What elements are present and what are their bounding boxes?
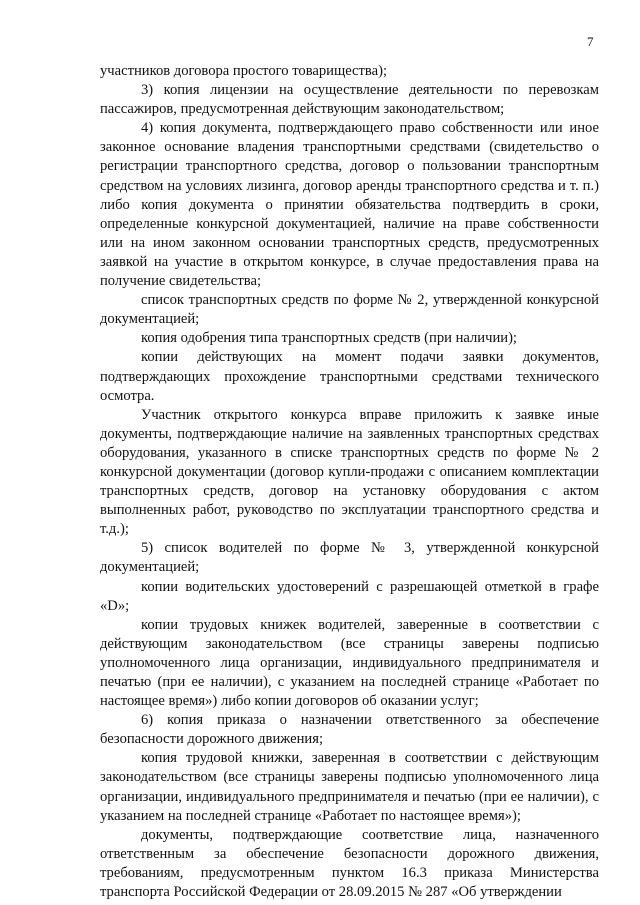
paragraph-licenses: копии водительских удостоверений с разрешающей отметкой в графе «D»; (100, 578, 599, 614)
paragraph-participant-right: Участник открытого конкурса вправе приложить к заявке иные документы, подтверждающие наличие на заявленных транспортных средствах оборудования, указанного в списке транспортных средств по форме № 2 конкурсной документации (договор купли-продажи с описанием комплектации транспортных средств, договор на установку оборудования с актом выполненных работ, руководство по эксплуатации транспортного средства и т.д.); (100, 406, 599, 538)
paragraph-vehicle-list: список транспортных средств по форме № 2, утвержденной конкурсной документацией; (100, 292, 599, 328)
paragraph-item-5-drivers: 5) список водителей по форме № 3, утвержденной конкурсной документацией; (100, 540, 599, 576)
page-number: 7 (587, 34, 594, 49)
paragraph-continuation: участников договора простого товарищества); (100, 63, 388, 79)
paragraph-item-6-safety-order: 6) копия приказа о назначении ответственного за обеспечение безопасности дорожного движения; (100, 712, 599, 748)
paragraph-compliance-docs: документы, подтверждающие соответствие лица, назначенного ответственным за обеспечение безопасности дорожного движения, требованиям, предусмотренным пунктом 16.3 приказа Министерства транспорта Российской Федерации от 28.09.2015 № 287 «Об утверждении (100, 826, 599, 901)
paragraph-item-3-license: 3) копия лицензии на осуществление деятельности по перевозкам пассажиров, предусмотренная действующим законодательством; (100, 82, 599, 118)
paragraph-employment-book: копия трудовой книжки, заверенная в соответствии с действующим законодательством (все страницы заверены подписью уполномоченного лица организации, индивидуального предпринимателя и печатью (при ее наличии), с указанием на последней странице «Работает по настоящее время»); (100, 750, 599, 824)
paragraph-inspection: копии действующих на момент подачи заявки документов, подтверждающих прохождение транспортными средствами технического осмотра. (100, 349, 599, 404)
paragraph-item-4-ownership: 4) копия документа, подтверждающего право собственности или иное законное основание владения транспортными средствами (свидетельство о регистрации транспортного средства, договор о пользовании транспортным средством на условиях лизинга, договор аренды транспортного средства и т. п.) либо копия документа о принятии обязательства подтвердить в сроки, определенные конкурсной документацией, наличие на праве собственности или на ином законном основании транспортных средств, предусмотренных заявкой на участие в открытом конкурсе, в случае предоставления права на получение свидетельства; (100, 120, 599, 290)
paragraph-employment-records: копии трудовых книжек водителей, заверенные в соответствии с действующим законодательством (все страницы заверены подписью уполномоченного лица организации, индивидуального предпринимателя и печатью (при ее наличии), с указанием на последней странице «Работает по настоящее время») либо копии договоров об оказании услуг; (100, 616, 599, 710)
document-body (100, 62, 599, 902)
paragraph-type-approval: копия одобрения типа транспортных средств (при наличии); (141, 330, 517, 347)
